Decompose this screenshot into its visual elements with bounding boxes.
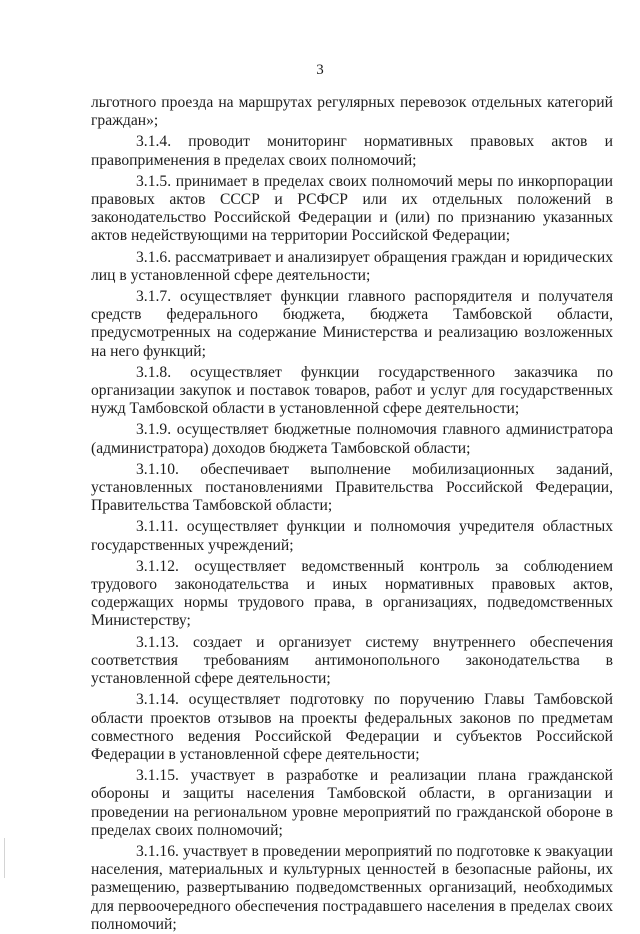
paragraph-3-1-13: 3.1.13. создает и организует систему внутреннего обеспечения соответствия требованиям антимонопольного законодательства в установленной сфере деятельности; xyxy=(91,633,613,688)
document-body xyxy=(91,94,613,934)
paragraph-3-1-9: 3.1.9. осуществляет бюджетные полномочия главного администратора (администратора) доходов бюджета Тамбовской области; xyxy=(91,421,613,457)
paragraph-3-1-4: 3.1.4. проводит мониторинг нормативных правовых актов и правоприменения в пределах своих полномочий; xyxy=(91,133,613,169)
paragraph-3-1-10: 3.1.10. обеспечивает выполнение мобилизационных заданий, установленных постановлениями Правительства Российской Федерации, Правительства Тамбовской области; xyxy=(91,460,613,515)
scan-margin-mark xyxy=(4,838,5,878)
paragraph-3-1-6: 3.1.6. рассматривает и анализирует обращения граждан и юридических лиц в установленной сфере деятельности; xyxy=(91,248,613,284)
paragraph-3-1-14: 3.1.14. осуществляет подготовку по поручению Главы Тамбовской области проектов отзывов на проекты федеральных законов по предметам совместного ведения Российской Федерации и субъектов Российской Федерации в установленной сфере деятельности; xyxy=(91,691,613,763)
paragraph-continuation: льготного проезда на маршрутах регулярных перевозок отдельных категорий граждан»; xyxy=(91,94,613,130)
paragraph-3-1-15: 3.1.15. участвует в разработке и реализации плана гражданской обороны и защиты населения Тамбовской области, в организации и проведении на региональном уровне мероприятий по гражданской обороне в пределах своих полномочий; xyxy=(91,767,613,839)
paragraph-3-1-7: 3.1.7. осуществляет функции главного распорядителя и получателя средств федерального бюджета, бюджета Тамбовской области, предусмотренных на содержание Министерства и реализацию возложенных на него функций; xyxy=(91,288,613,360)
paragraph-3-1-12: 3.1.12. осуществляет ведомственный контроль за соблюдением трудового законодательства и иных нормативных правовых актов, содержащих нормы трудового права, в организациях, подведомственных Министерству; xyxy=(91,557,613,630)
paragraph-3-1-8: 3.1.8. осуществляет функции государственного заказчика по организации закупок и поставок товаров, работ и услуг для государственных нужд Тамбовской области в установленной сфере деятельности; xyxy=(91,363,613,418)
paragraph-3-1-5: 3.1.5. принимает в пределах своих полномочий меры по инкорпорации правовых актов СССР и РСФСР или их отдельных положений в законодательство Российской Федерации и (или) по признанию указанных актов недействующими на территории Российской Федерации; xyxy=(91,172,613,245)
page-number: 3 xyxy=(316,62,324,78)
paragraph-3-1-16: 3.1.16. участвует в проведении мероприятий по подготовке к эвакуации населения, материальных и культурных ценностей в безопасные районы, их размещению, развертыванию подведомственных организаций, необходимых для первоочередного обеспечения пострадавшего населения в пределах своих полномочий; xyxy=(91,842,613,933)
paragraph-3-1-11: 3.1.11. осуществляет функции и полномочия учредителя областных государственных учреждений; xyxy=(91,518,613,554)
